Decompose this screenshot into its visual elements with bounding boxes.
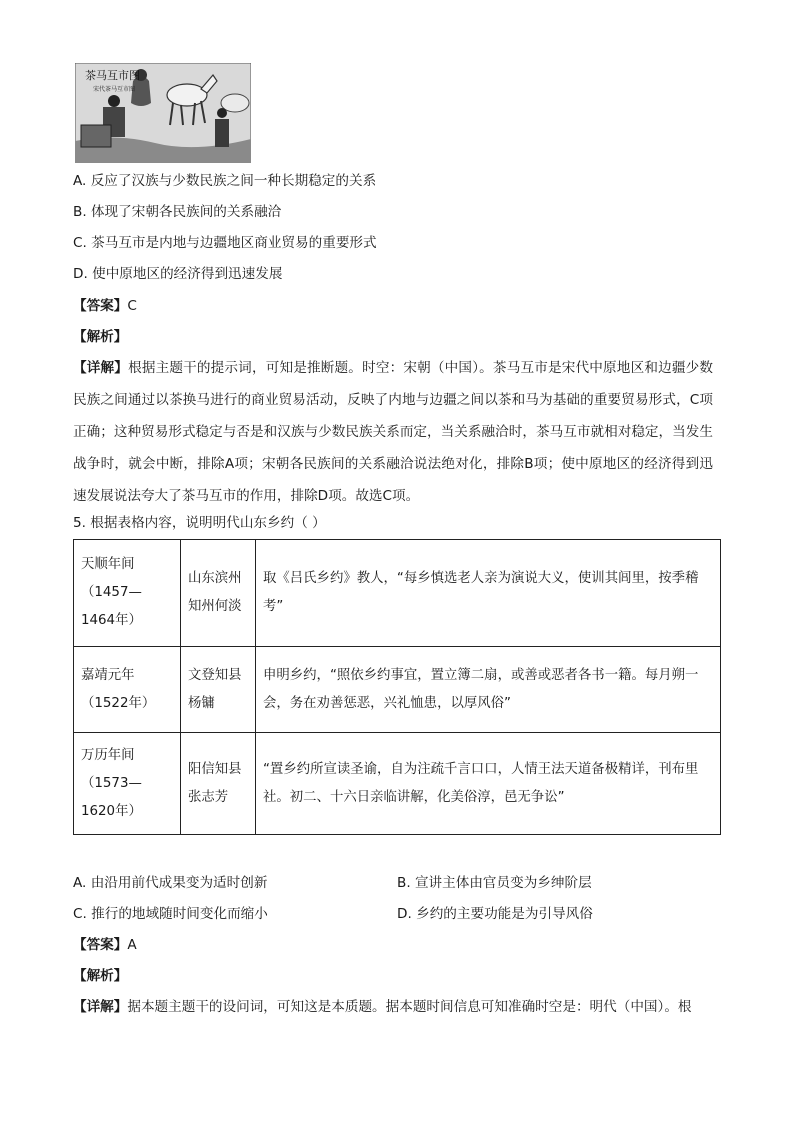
table-cell-period: 嘉靖元年（1522年）: [74, 647, 181, 733]
table-row: [74, 540, 721, 647]
table-cell-official: 文登知县杨镛: [181, 647, 256, 733]
illustration-inscription: 宋代茶马互市图: [93, 86, 136, 93]
table-row: [74, 647, 721, 733]
q5-analysis-tag: 【解析】: [73, 968, 128, 984]
q4-option-d: D. 使中原地区的经济得到迅速发展: [73, 266, 283, 282]
q4-detail: [73, 352, 713, 512]
q5-option-d: D. 乡约的主要功能是为引导风俗: [397, 906, 593, 922]
q4-detail-tag: 【详解】: [73, 360, 129, 376]
table-cell-content: 取《吕氏乡约》教人，“每乡慎选老人亲为演说大义，使训其闾里，按季稽考”: [256, 540, 721, 647]
q4-answer-value: C: [127, 298, 137, 314]
q5-table: [73, 539, 721, 835]
q4-answer: [73, 296, 137, 316]
table-cell-content: “置乡约所宣读圣谕，自为注疏千言口口，人情王法天道备极精详，刊布里社。初二、十六日亲临讲解，化美俗淳，邑无争讼”: [256, 733, 721, 835]
table-cell-period: 万历年间（1573—1620年）: [74, 733, 181, 835]
q5-detail: [73, 991, 713, 1023]
q4-answer-tag: 【答案】: [73, 298, 128, 314]
tea-horse-trade-illustration: [75, 63, 251, 163]
q5-answer-tag: 【答案】: [73, 937, 128, 953]
q5-option-b: B. 宣讲主体由官员变为乡绅阶层: [397, 875, 592, 891]
q5-option-a: A. 由沿用前代成果变为适时创新: [73, 875, 268, 891]
q5-stem: 5. 根据表格内容，说明明代山东乡约（ ）: [73, 515, 326, 531]
illustration-title: 茶马互市图: [85, 69, 140, 82]
q4-analysis-tag: 【解析】: [73, 329, 128, 345]
q5-answer-value: A: [127, 937, 137, 953]
table-cell-official: 阳信知县张志芳: [181, 733, 256, 835]
q5-detail-tag: 【详解】: [73, 999, 128, 1015]
q5-option-c: C. 推行的地域随时间变化而缩小: [73, 906, 268, 922]
table-cell-content: 申明乡约，“照依乡约事宜，置立簿二扇，或善或恶者各书一籍。每月朔一会，务在劝善惩恶，兴礼恤患，以厚风俗”: [256, 647, 721, 733]
table-cell-period: 天顺年间（1457—1464年）: [74, 540, 181, 647]
q5-answer: [73, 935, 137, 955]
q4-option-a: A. 反应了汉族与少数民族之间一种长期稳定的关系: [73, 173, 377, 189]
table-cell-official: 山东滨州知州何淡: [181, 540, 256, 647]
table-row: [74, 733, 721, 835]
q5-detail-text: 据本题主题干的设问词，可知这是本质题。据本题时间信息可知准确时空是：明代（中国）。根: [127, 999, 692, 1015]
q4-option-c: C. 茶马互市是内地与边疆地区商业贸易的重要形式: [73, 235, 377, 251]
q4-option-b: B. 体现了宋朝各民族间的关系融洽: [73, 204, 282, 220]
q4-detail-text: 根据主题干的提示词，可知是推断题。时空：宋朝（中国）。茶马互市是宋代中原地区和边疆少数民族之间通过以茶换马进行的商业贸易活动，反映了内地与边疆之间以茶和马为基础的重要贸易形式，C项正确；这种贸易形式稳定与否是和汉族与少数民族关系而定，当关系融洽时，茶马互市就相对稳定，当发生战争时，就会中断，排除A项；宋朝各民族间的关系融洽说法绝对化，排除B项；使中原地区的经济得到迅速发展说法夸大了茶马互市的作用，排除D项。故选C项。: [73, 360, 713, 504]
